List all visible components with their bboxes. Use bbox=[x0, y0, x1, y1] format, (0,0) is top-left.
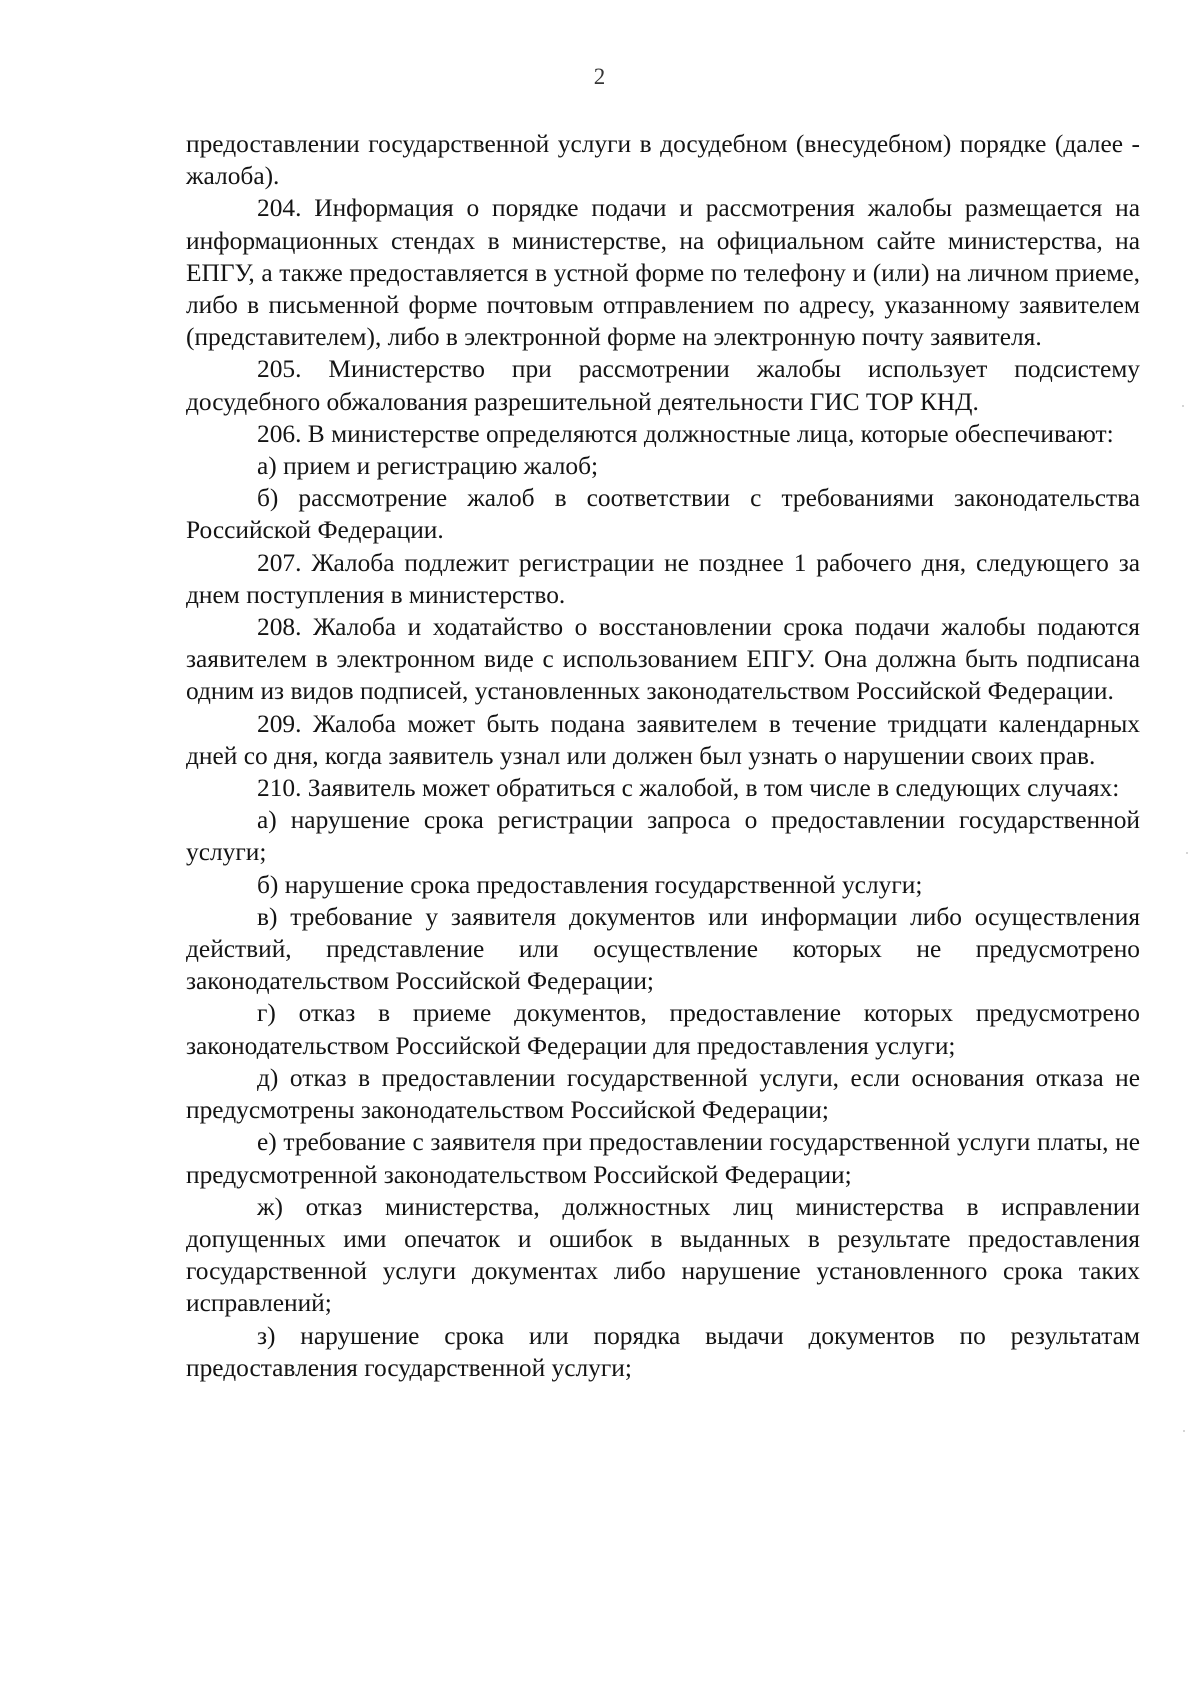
paragraph-209: 209. Жалоба может быть подана заявителем в течение тридцати календарных дней со дня, когда заявитель узнал или должен был узнать о нарушении своих прав. bbox=[186, 709, 1140, 770]
list-item-210-g: г) отказ в приеме документов, предоставление которых предусмотрено законодательством Российской Федерации для предоставления услуги; bbox=[186, 999, 1140, 1060]
paragraph-204: 204. Информация о порядке подачи и рассмотрения жалобы размещается на информационных стендах в министерстве, на официальном сайте министерства, на ЕПГУ, а также предоставляется в устной форме по телефону и (или) на личном приеме, либо в письменной форме почтовым отправлением по адресу, указанному заявителем (представителем), либо в электронной форме на электронную почту заявителя. bbox=[186, 194, 1140, 352]
list-item-206-b: б) рассмотрение жалоб в соответствии с требованиями законодательства Российской Федерации. bbox=[186, 484, 1140, 545]
paragraph-205: 205. Министерство при рассмотрении жалобы использует подсистему досудебного обжалования разрешительной деятельности ГИС ТОР КНД. bbox=[186, 355, 1140, 416]
document-body bbox=[186, 128, 1140, 1384]
paragraph-208: 208. Жалоба и ходатайство о восстановлении срока подачи жалобы подаются заявителем в электронном виде с использованием ЕПГУ. Она должна быть подписана одним из видов подписей, установленных законодательством Российской Федерации. bbox=[186, 613, 1140, 706]
list-item-210-a: а) нарушение срока регистрации запроса о предоставлении государственной услуги; bbox=[186, 806, 1140, 867]
list-item-210-d: д) отказ в предоставлении государственной услуги, если основания отказа не предусмотрены законодательством Российской Федерации; bbox=[186, 1063, 1140, 1125]
scan-speck bbox=[1183, 1430, 1185, 1432]
paragraph-207: 207. Жалоба подлежит регистрации не позднее 1 рабочего дня, следующего за днем поступления в министерство. bbox=[186, 548, 1140, 609]
paragraph-210: 210. Заявитель может обратиться с жалобой, в том числе в следующих случаях: bbox=[257, 774, 1120, 803]
scan-speck bbox=[1182, 405, 1184, 407]
list-item-206-a: а) прием и регистрацию жалоб; bbox=[257, 452, 599, 481]
list-item-210-zh: ж) отказ министерства, должностных лиц министерства в исправлении допущенных ими опечаток и ошибок в выданных в результате предоставления государственной услуги документах либо нарушение установленного срока таких исправлений; bbox=[186, 1192, 1140, 1318]
page-number: 2 bbox=[593, 64, 607, 89]
list-item-210-v: в) требование у заявителя документов или информации либо осуществления действий, представление или осуществление которых не предусмотрено законодательством Российской Федерации; bbox=[186, 902, 1140, 996]
paragraph-206: 206. В министерстве определяются должностные лица, которые обеспечивают: bbox=[257, 419, 1114, 448]
paragraph-continuation: предоставлении государственной услуги в досудебном (внесудебном) порядке (далее - жалоба). bbox=[186, 130, 1140, 191]
list-item-210-b: б) нарушение срока предоставления государственной услуги; bbox=[257, 870, 923, 899]
list-item-210-e: е) требование с заявителя при предоставлении государственной услуги платы, не предусмотренной законодательством Российской Федерации; bbox=[186, 1128, 1140, 1189]
list-item-210-z: з) нарушение срока или порядка выдачи документов по результатам предоставления государственной услуги; bbox=[186, 1321, 1140, 1382]
scan-speck bbox=[1186, 852, 1188, 854]
